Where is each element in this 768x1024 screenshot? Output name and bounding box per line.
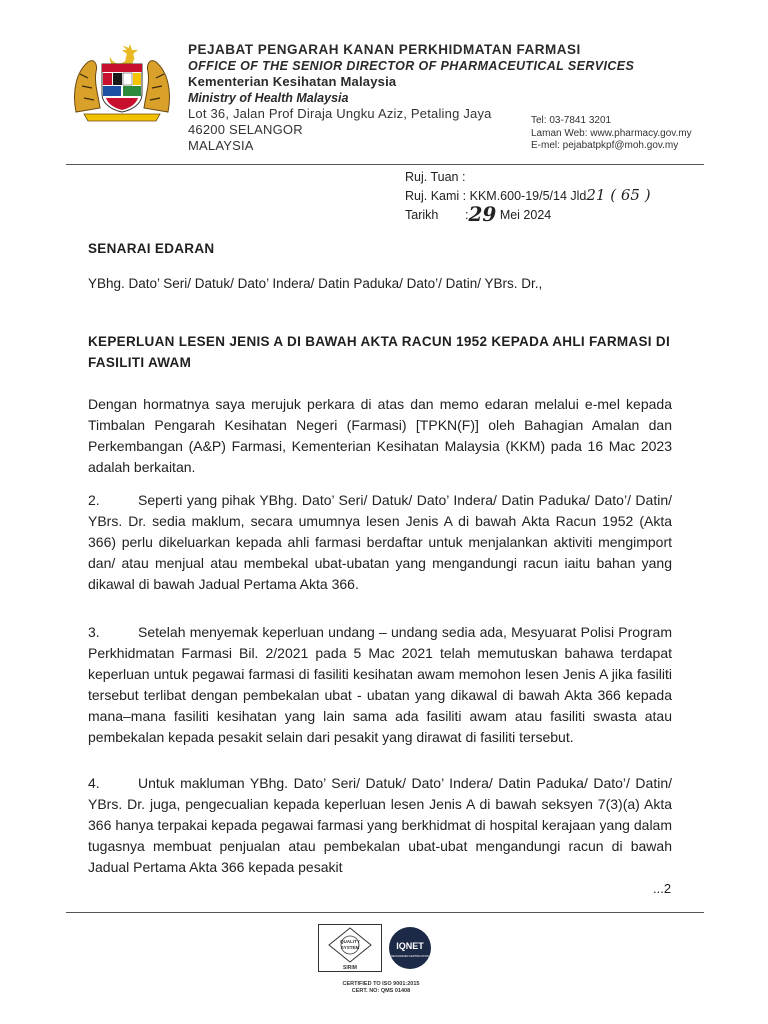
- ruj-kami-handwritten: 21 ( 65 ): [586, 186, 651, 204]
- salutation: YBhg. Dato’ Seri/ Datuk/ Dato’ Indera/ Datin Paduka/ Dato’/ Datin/ YBrs. Dr.,: [88, 276, 543, 291]
- iqnet-logo: [389, 927, 431, 969]
- paragraph-3-text: Setelah menyemak keperluan undang – undang sedia ada, Mesyuarat Polisi Program Perkhidmatan Farmasi Bil. 2/2021 pada 5 Mac 2021 telah memutuskan bahawa terdapat keperluan untuk pegawai farmasi di fasiliti kesihatan awam memohon lesen Jenis A jika fasiliti tersebut terlibat dengan pembekalan ubat - ubatan yang dikawal di bawah Akta 366 kepada mana–mana fasiliti kesihatan yang lain sama ada fasiliti awam atau fasiliti swasta atau pembekalan kepada pesakit selain dari pesakit yang dirawat di fasiliti tersebut.: [88, 624, 672, 745]
- address-line-2: 46200 SELANGOR: [188, 122, 303, 137]
- contact-block: [531, 115, 692, 153]
- tarikh-label: Tarikh: [405, 208, 439, 222]
- reference-block: [405, 168, 651, 224]
- address-line-1: Lot 36, Jalan Prof Diraja Ungku Aziz, Petaling Jaya: [188, 106, 492, 121]
- paragraph-4: [88, 773, 672, 878]
- ruj-tuan-label: Ruj. Tuan :: [405, 170, 466, 184]
- paragraph-2-number: 2.: [88, 492, 100, 508]
- tarikh-colon: :: [465, 208, 469, 222]
- paragraph-4-number: 4.: [88, 775, 100, 791]
- contact-web: Laman Web: www.pharmacy.gov.my: [531, 127, 692, 139]
- ruj-kami-value: KKM.600-19/5/14 Jld: [469, 189, 587, 203]
- iqnet-sub: RECOGNIZED CERTIFICATION: [391, 955, 429, 958]
- certification-block: [318, 924, 444, 1020]
- header-divider: [66, 164, 704, 165]
- distribution-heading: SENARAI EDARAN: [88, 241, 215, 256]
- coat-of-arms-icon: [70, 42, 174, 122]
- sirim-label: SIRIM: [343, 965, 357, 971]
- footer-divider: [66, 912, 704, 913]
- ruj-kami-row: [405, 186, 651, 205]
- ruj-kami-label: Ruj. Kami :: [405, 189, 467, 203]
- sirim-line-2: SYSTEM: [340, 945, 360, 950]
- contact-tel: Tel: 03-7841 3201: [531, 115, 612, 126]
- iqnet-label: IQNET: [396, 941, 424, 951]
- ministry-name-malay: Kementerian Kesihatan Malaysia: [188, 74, 397, 89]
- paragraph-2-text: Seperti yang pihak YBhg. Dato’ Seri/ Datuk/ Dato’ Indera/ Datin Paduka/ Dato’/ Datin/ YBrs. Dr. sedia maklum, secara umumnya lesen Jenis A di bawah Akta Racun 1952 (Akta 366) perlu dikeluarkan kepada ahli farmasi berdaftar untuk menjalankan aktiviti mengimport dan/ atau menjual atau membekal ubat-ubatan yang mengandungi racun iaitu bahan yang dikawal di bawah Jadual Pertama Akta 366.: [88, 492, 672, 592]
- cert-line-2: CERT. NO: QMS 01408: [351, 988, 411, 994]
- paragraph-3: [88, 622, 672, 748]
- sirim-logo: [318, 924, 382, 972]
- paragraph-3-number: 3.: [88, 624, 100, 640]
- paragraph-2: [88, 490, 672, 595]
- iqnet-icon: [389, 927, 431, 969]
- address-line-3: MALAYSIA: [188, 138, 254, 153]
- page-continuation: ...2: [653, 881, 672, 896]
- sirim-quality-icon: [319, 925, 381, 971]
- cert-line-1: CERTIFIED TO ISO 9001:2015: [342, 981, 420, 987]
- org-name-malay: PEJABAT PENGARAH KANAN PERKHIDMATAN FARMASI: [188, 42, 581, 57]
- ruj-tuan-row: [405, 168, 651, 186]
- org-name-english: OFFICE OF THE SENIOR DIRECTOR OF PHARMACEUTICAL SERVICES: [188, 59, 635, 73]
- paragraph-1-text: Dengan hormatnya saya merujuk perkara di atas dan memo edaran melalui e-mel kepada Timbalan Pengarah Kesihatan Negeri (Farmasi) [TPKN(F)] oleh Bahagian Amalan dan Perkembangan (A&P) Farmasi, Kementerian Kesihatan Malaysia (KKM) pada 16 Mac 2023 adalah berkaitan.: [88, 396, 672, 475]
- contact-email: E-mel: pejabatpkpf@moh.gov.my: [531, 140, 679, 151]
- sirim-line-1: QUALITY: [340, 939, 360, 944]
- tarikh-row: [405, 202, 651, 226]
- ministry-name-english: Ministry of Health Malaysia: [188, 91, 349, 105]
- coat-of-arms-logo: [70, 42, 174, 122]
- tarikh-day-handwritten: 29: [468, 202, 497, 226]
- certification-text: [318, 981, 444, 995]
- paragraph-4-text: Untuk makluman YBhg. Dato’ Seri/ Datuk/ Dato’ Indera/ Datin Paduka/ Dato’/ Datin/ YBrs. Dr. juga, pengecualian kepada keperluan lesen Jenis A di bawah seksyen 7(3)(a) Akta 366 hanya terpakai kepada pegawai farmasi yang berkhidmat di hospital kerajaan yang dalam tugasnya membuat penjualan atau pembekalan ubat-ubat mengandungi racun di bawah Jadual Pertama Akta 366 kepada pesakit: [88, 775, 672, 875]
- paragraph-1: [88, 394, 672, 478]
- tarikh-month-year: Mei 2024: [499, 208, 552, 222]
- subject-title: KEPERLUAN LESEN JENIS A DI BAWAH AKTA RACUN 1952 KEPADA AHLI FARMASI DI FASILITI AWAM: [88, 334, 670, 370]
